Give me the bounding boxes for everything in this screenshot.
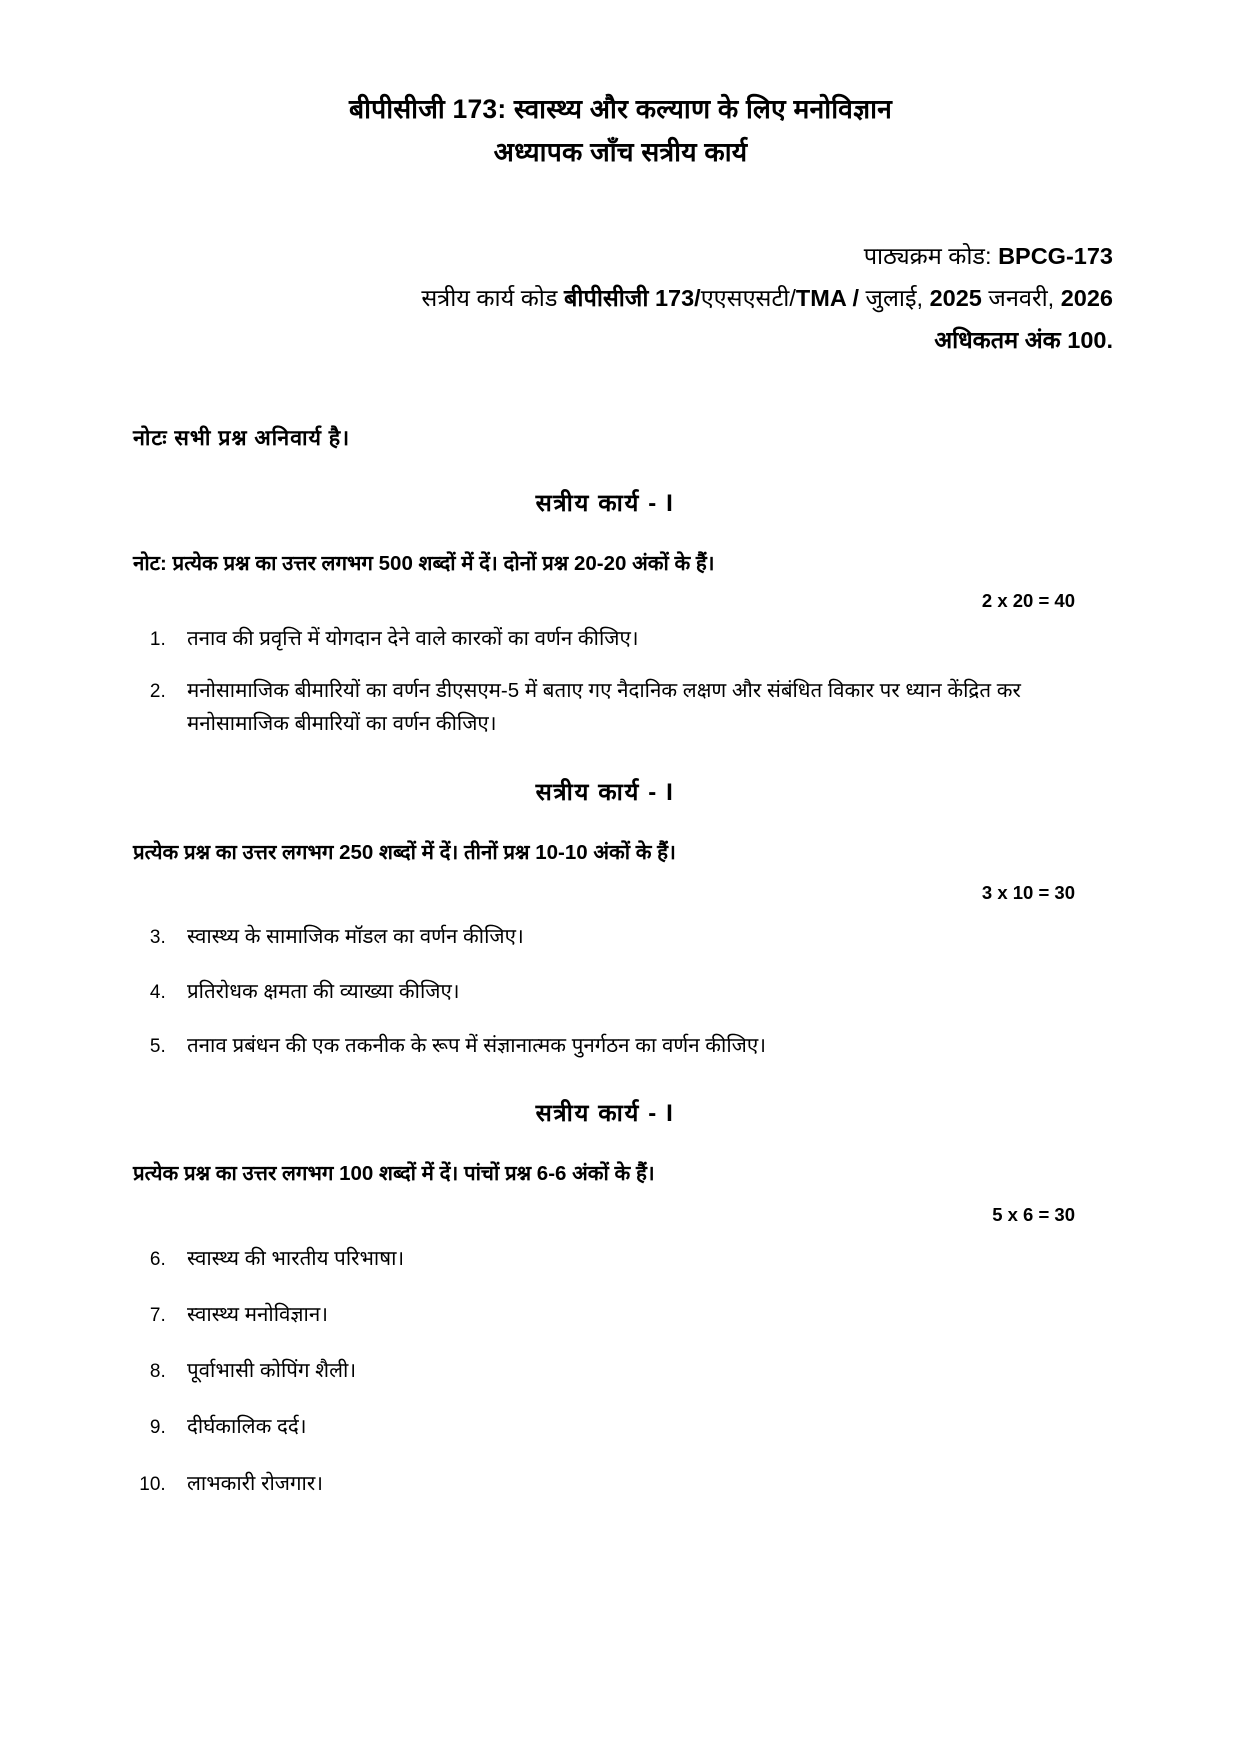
assignment-1-heading: सत्रीय कार्य - I — [535, 490, 675, 518]
max-marks-label: अधिकतम अंक — [934, 326, 1061, 353]
assignment-code-part-7: 2026 — [1060, 284, 1113, 311]
assignment-section-1 — [133, 486, 1113, 740]
assignment-code-part-2: एएसएसटी/ — [700, 284, 796, 311]
assignment-code-part-6: जनवरी, — [988, 284, 1061, 311]
assignment-1-question-list — [133, 622, 1113, 741]
assignment-code-label: सत्रीय कार्य कोड — [421, 284, 558, 311]
assignment-3-note: प्रत्येक प्रश्न का उत्तर लगभग 100 शब्दों में दें। पांचों प्रश्न 6-6 अंकों के हैं। — [133, 1162, 655, 1186]
assignment-section-2 — [133, 775, 1113, 1062]
assignment-3-heading: सत्रीय कार्य - I — [535, 1100, 675, 1128]
question-item — [171, 1410, 1113, 1443]
question-text: स्वास्थ्य के सामाजिक मॉडल का वर्णन कीजिए। — [187, 925, 524, 949]
question-text: प्रतिरोधक क्षमता की व्याख्या कीजिए। — [187, 979, 460, 1003]
course-code-label: पाठ्यक्रम कोड: — [863, 242, 992, 269]
question-text: लाभकारी रोजगार। — [187, 1471, 323, 1495]
general-note: नोटः सभी प्रश्न अनिवार्य है। — [133, 426, 351, 451]
page-title-line-1: बीपीसीजी 173: स्वास्थ्य और कल्याण के लिए मनोविज्ञान — [348, 94, 893, 124]
assignment-3-marks: 5 x 6 = 30 — [992, 1203, 1075, 1225]
course-code-value: BPCG-173 — [998, 242, 1113, 269]
question-item — [171, 1354, 1113, 1387]
assignment-2-marks: 3 x 10 = 30 — [981, 882, 1075, 904]
max-marks-line — [0, 320, 1113, 362]
assignment-2-heading: सत्रीय कार्य - I — [535, 778, 675, 806]
question-item — [171, 1029, 1113, 1062]
max-marks-value: 100. — [1067, 326, 1113, 353]
page-title-line-2: अध्यापक जाँच सत्रीय कार्य — [493, 136, 748, 167]
assignment-2-question-list — [133, 920, 1113, 1062]
question-text: दीर्घकालिक दर्द। — [187, 1415, 307, 1439]
assignment-code-part-3: TMA / — [795, 284, 866, 311]
assignment-1-note: नोट: प्रत्येक प्रश्न का उत्तर लगभग 500 शब्दों में दें। दोनों प्रश्न 20-20 अंकों के हैं। — [133, 552, 715, 576]
assignment-code-part-1: बीपीसीजी 173/ — [563, 284, 701, 311]
question-item — [171, 1467, 1113, 1500]
question-text: पूर्वाभासी कोपिंग शैली। — [187, 1359, 357, 1383]
question-text: तनाव की प्रवृत्ति में योगदान देने वाले कारकों का वर्णन कीजिए। — [187, 627, 639, 651]
question-text: स्वास्थ्य की भारतीय परिभाषा। — [187, 1246, 405, 1270]
assignment-code-part-4: जुलाई, — [865, 284, 930, 311]
course-meta-block — [0, 236, 1241, 361]
assignment-3-question-list — [133, 1242, 1113, 1500]
course-code-line — [0, 236, 1113, 278]
assignment-section-3 — [133, 1096, 1113, 1500]
question-item — [171, 1242, 1113, 1275]
question-text: स्वास्थ्य मनोविज्ञान। — [187, 1303, 328, 1326]
question-text: तनाव प्रबंधन की एक तकनीक के रूप में संज्ञानात्मक पुनर्गठन का वर्णन कीजिए। — [187, 1033, 766, 1057]
question-item — [171, 622, 1113, 655]
question-item — [171, 1298, 1113, 1331]
question-item — [171, 975, 1113, 1008]
document-title-block — [0, 0, 1241, 174]
assignment-1-marks: 2 x 20 = 40 — [981, 590, 1075, 612]
assignment-code-line — [0, 278, 1113, 320]
assignment-code-part-5: 2025 — [929, 284, 989, 311]
assignment-2-note: प्रत्येक प्रश्न का उत्तर लगभग 250 शब्दों में दें। तीनों प्रश्न 10-10 अंकों के हैं। — [133, 840, 676, 864]
question-item — [171, 920, 1113, 953]
document-body — [0, 423, 1241, 1499]
question-text: मनोसामाजिक बीमारियों का वर्णन डीएसएम-5 में बताए गए नैदानिक लक्षण और संबंधित विकार पर ध्यान केंद्रित कर मनोसामाजिक बीमारियों का वर्णन कीजिए। — [187, 679, 1021, 736]
question-item — [171, 674, 1113, 740]
